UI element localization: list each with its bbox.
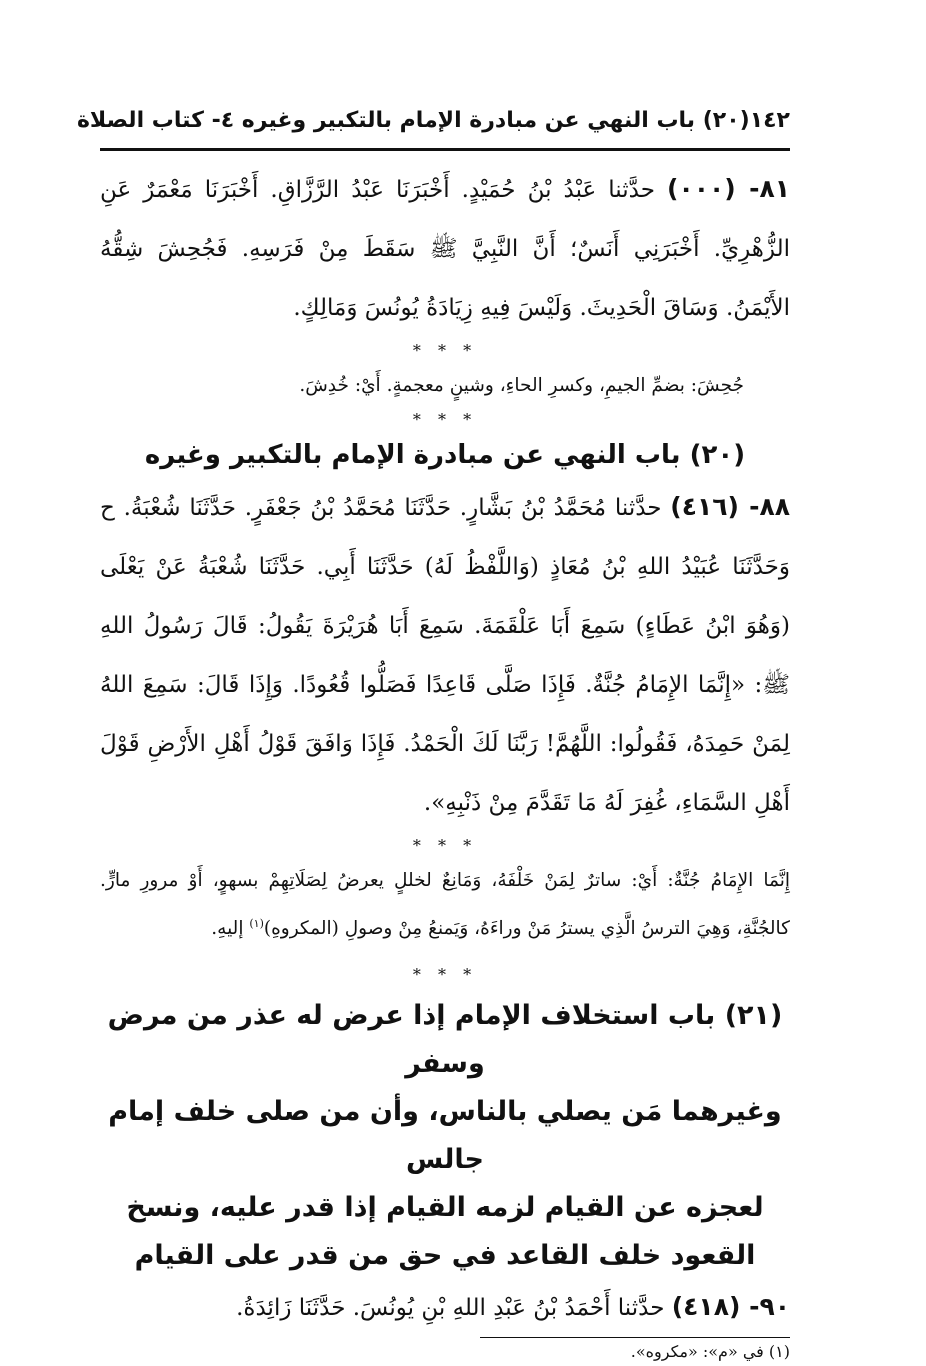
running-title: (٢٠) باب النهي عن مبادرة الإمام بالتكبير وغيره ٤- كتاب الصلاة — [76, 108, 750, 133]
chapter-21-line: (٢١) باب استخلاف الإمام إذا عرض له عذر من مرض وسفر — [107, 1000, 783, 1080]
separator-stars: * * * — [412, 341, 478, 360]
hadith-88-number: ٨٨- (٤١٦) — [670, 492, 791, 521]
hadith-88-text: حدَّثنا مُحَمَّدُ بْنُ بَشَّارٍ. حَدَّثَنَا مُحَمَّدُ بْنُ جَعْفَرٍ. حَدَّثَنَا شُعْبَةُ. ح وَحَدَّثَنَا عُبَيْدُ اللهِ بْنُ مُعَاذٍ (وَاللَّفْظُ لَهُ) حَدَّثَنَا أَبِي. حَدَّثَنَا شُعْبَةُ عَنْ يَعْلَى (وَهُوَ ابْنُ عَطَاءٍ) سَمِعَ أَبَا عَلْقَمَةَ. سَمِعَ أَبَا هُرَيْرَةَ يَقُولُ: قَالَ رَسُولُ اللهِ ﷺ: «إِنَّمَا الإِمَامُ جُنَّةٌ. فَإِذَا صَلَّى قَاعِدًا فَصَلُّوا قُعُودًا. وَإِذَا قَالَ: سَمِعَ اللهُ لِمَنْ حَمِدَهُ، فَقُولُوا: اللَّهُمَّ! رَبَّنَا لَكَ الْحَمْدُ. فَإِذَا وَافَقَ قَوْلُ أَهْلِ الأَرْضِ قَوْلَ أَهْلِ السَّمَاءِ، غُفِرَ لَهُ مَا تَقَدَّمَ مِنْ ذَنْبِهِ». — [100, 495, 790, 816]
chapter-21-line: لعجزه عن القيام لزمه القيام إذا قدر عليه، ونسخ — [126, 1192, 764, 1224]
footnote-ref: (١) — [249, 917, 264, 930]
separator-stars: * * * — [412, 836, 478, 855]
chapter-21-line: القعود خلف القاعد في حق من قدر على القيام — [134, 1240, 756, 1272]
hadith-81 — [100, 159, 790, 338]
hadith-90 — [100, 1284, 790, 1331]
hadith-90-number: ٩٠- (٤١٨) — [671, 1292, 790, 1322]
separator-stars: * * * — [412, 410, 478, 429]
note-88-text: إِنَّمَا الإِمَامُ جُنَّةٌ: أَيْ: ساترٌ لِمَنْ خَلْفَهُ، وَمَانِعٌ لخللٍ يعرضُ لِصَلَاتِهِمْ بسهوٍ، أَوْ مرورِ مارٍّ. كالجُنَّةِ، وَهِيَ الترسُ الَّذِي يسترُ مَنْ وراءَهُ، وَيَمنعُ مِنْ وصولِ (المكروهِ) — [100, 870, 790, 940]
hadith-81-text: حدَّثنا عَبْدُ بْنُ حُمَيْدٍ. أَخْبَرَنَا عَبْدُ الرَّزَّاقِ. أَخْبَرَنَا مَعْمَرٌ عَنِ الزُّهْرِيِّ. أَخْبَرَنِي أَنَسٌ؛ أَنَّ النَّبِيَّ ﷺ سَقَطَ مِنْ فَرَسِهِ. فَجُحِشَ شِقُّهُ الأَيْمَنُ. وَسَاقَ الْحَدِيثَ. وَلَيْسَ فِيهِ زِيَادَةُ يُونُسَ وَمَالِكٍ. — [100, 177, 790, 321]
book-page — [76, 108, 791, 1366]
page-number: ١٤٢ — [749, 108, 790, 133]
chapter-20-heading: (٢٠) باب النهي عن مبادرة الإمام بالتكبير وغيره — [144, 440, 746, 470]
hadith-81-number: ٨١- (٠٠٠) — [667, 174, 790, 203]
note-88-tail: إليهِ. — [211, 918, 250, 940]
note-81: جُحِشَ: بضمِّ الجيمِ، وكسرِ الحاءِ، وشينٍ معجمةٍ. أَيْ: خُدِشَ. — [299, 375, 744, 396]
footnote: (١) في «م»: «مكروه». — [630, 1342, 790, 1362]
note-88 — [100, 859, 790, 950]
hadith-88 — [100, 477, 790, 833]
hadith-90-text: حدَّثنا أَحْمَدُ بْنُ عَبْدِ اللهِ بْنِ يُونُسَ. حَدَّثَنَا زَائِدَةُ. — [236, 1295, 665, 1322]
separator-stars: * * * — [412, 965, 478, 985]
chapter-21-heading — [100, 988, 790, 1284]
chapter-21-line: وغيرهما مَن يصلي بالناس، وأن من صلى خلف إمام جالس — [108, 1096, 782, 1176]
page-header — [76, 108, 790, 151]
